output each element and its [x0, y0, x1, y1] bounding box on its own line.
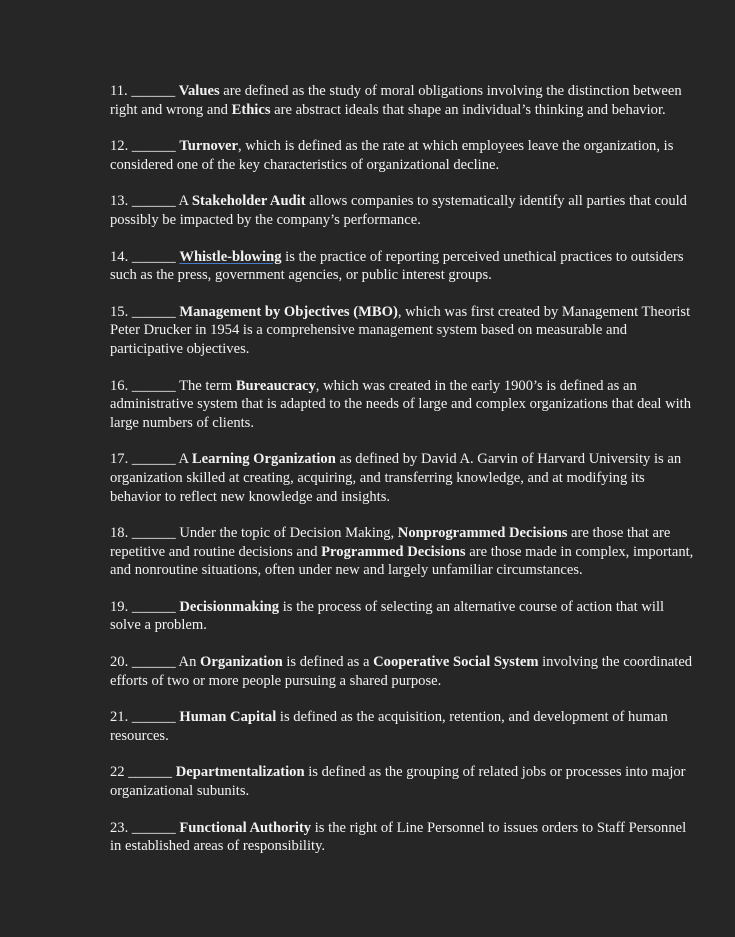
answer-blank: ______ [131, 377, 176, 394]
question-text: An [178, 654, 201, 671]
question-number: 16. [110, 377, 129, 394]
question-text: , which was created in the early 1900’s is defined as an administrative system that is adapted to the needs of large and complex organizations that deal with large numbers of clients. [110, 377, 692, 431]
question-text: is the practice of reporting perceived unethical practices to outsiders such as the press, government agencies, or public interest groups. [110, 248, 684, 284]
key-term: Nonprogrammed Decisions [397, 525, 568, 542]
question-item [110, 137, 695, 174]
answer-blank: ______ [131, 138, 176, 155]
answer-blank: ______ [131, 709, 176, 726]
question-number: 22 [110, 764, 125, 781]
key-term: Stakeholder Audit [191, 193, 306, 210]
answer-blank: ______ [131, 303, 176, 320]
question-text: allows companies to systematically identify all parties that could possibly be impacted by the company’s performance. [110, 193, 687, 228]
key-term: Ethics [231, 101, 271, 118]
question-text: is defined as the grouping of related jobs or processes into major organizational subunits. [110, 764, 686, 800]
key-term: Turnover [179, 138, 238, 155]
question-item [110, 708, 695, 745]
answer-blank: ______ [131, 248, 176, 265]
question-text: A [178, 451, 192, 468]
question-text: Under the topic of Decision Making, [179, 525, 398, 542]
answer-blank: ______ [131, 193, 176, 210]
question-number: 11. [110, 83, 128, 99]
answer-blank: ______ [131, 451, 176, 468]
question-item [110, 82, 695, 119]
question-item [110, 303, 695, 359]
key-term: Decisionmaking [179, 598, 280, 615]
question-item [110, 598, 695, 635]
question-number: 23. [110, 819, 129, 836]
question-item [110, 450, 695, 506]
question-text: , which is defined as the rate at which employees leave the organization, is considered one of the key characteristics of organizational decline. [110, 138, 674, 173]
question-number: 19. [110, 598, 129, 615]
question-text: , which was first created by Management Theorist Peter Drucker in 1954 is a comprehensive management system based on measurable and participative objectives. [110, 303, 691, 357]
question-text: is defined as the acquisition, retention, and development of human resources. [110, 709, 668, 744]
answer-blank: ______ [128, 764, 173, 781]
answer-blank: ______ [131, 83, 176, 99]
question-text: are those that are repetitive and routine decisions and [110, 525, 671, 560]
question-number: 15. [110, 303, 129, 320]
question-number: 12. [110, 138, 129, 155]
question-text: is the process of selecting an alternative course of action that will solve a problem. [110, 598, 665, 634]
question-text: is defined as a [282, 654, 374, 671]
question-item [110, 248, 695, 285]
question-number: 14. [110, 248, 129, 265]
key-term: Organization [200, 654, 283, 671]
key-term: Management by Objectives (MBO) [179, 303, 398, 320]
question-item [110, 653, 695, 690]
question-number: 21. [110, 709, 129, 726]
key-term: Learning Organization [191, 451, 336, 468]
document-page [110, 82, 695, 874]
answer-blank: ______ [131, 525, 176, 542]
question-item [110, 192, 695, 229]
question-text: involving the coordinated efforts of two or more people pursuing a shared purpose. [110, 654, 693, 689]
underlined-term: Whistle-blowing [179, 248, 282, 265]
question-number: 17. [110, 451, 129, 468]
question-text: are defined as the study of moral obligations involving the distinction between right and wrong and [110, 83, 682, 118]
key-term: Functional Authority [179, 819, 312, 836]
question-item [110, 377, 695, 433]
answer-blank: ______ [131, 819, 176, 836]
question-text: is the right of Line Personnel to issues orders to Staff Personnel in established areas of responsibility. [110, 819, 687, 855]
key-term: Human Capital [179, 709, 277, 726]
question-text: as defined by David A. Garvin of Harvard University is an organization skilled at creating, acquiring, and transferring knowledge, and at modifying its behavior to reflect new knowledge and insights. [110, 451, 682, 505]
answer-blank: ______ [131, 654, 176, 671]
question-number: 18. [110, 525, 129, 542]
key-term: Bureaucracy [235, 377, 316, 394]
question-item [110, 524, 695, 580]
question-item [110, 763, 695, 800]
question-text: are those made in complex, important, and nonroutine situations, often under new and largely unfamiliar circumstances. [110, 543, 694, 579]
answer-blank: ______ [131, 598, 176, 615]
question-number: 20. [110, 654, 129, 671]
question-text: are abstract ideals that shape an individual’s thinking and behavior. [270, 101, 666, 118]
key-term: Cooperative Social System [373, 654, 539, 671]
key-term: Programmed Decisions [321, 543, 466, 560]
question-text: A [178, 193, 192, 210]
key-term: Values [178, 83, 220, 99]
question-item [110, 819, 695, 856]
question-number: 13. [110, 193, 129, 210]
key-term: Departmentalization [175, 764, 305, 781]
question-text: The term [179, 377, 236, 394]
